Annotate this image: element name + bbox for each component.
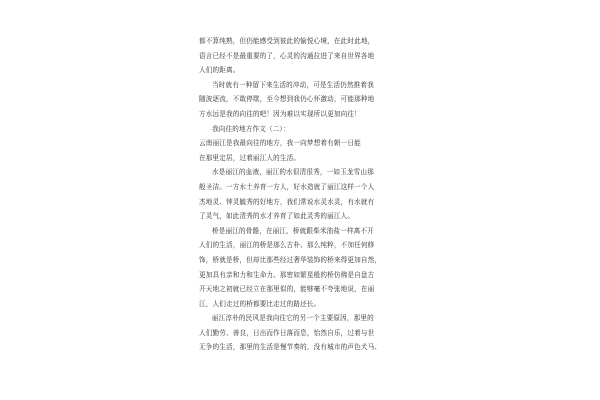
paragraph — [199, 122, 403, 137]
text-line: 杰地灵、钟灵毓秀的好地方，我们常说水灵水灵，有水就有 — [199, 197, 375, 206]
paragraph — [199, 311, 403, 355]
paragraph — [199, 224, 403, 312]
text-line: 在那里定居，过着丽江人的生活。 — [199, 153, 301, 162]
text-line: 人们的生活，丽江的桥是那么古朴、那么纯粹，不加任何修 — [199, 241, 375, 250]
text-line: 随波逐流，不敢停歇，至今想到我仍心怀激动，可能那种地 — [199, 95, 375, 104]
text-line: 我向往的地方作文（二）： — [212, 124, 290, 133]
text-line: 桥是丽江的骨骼，在丽江，桥就跟柴米油盐一样离不开 — [212, 226, 374, 235]
text-line: 当时就有一种留下来生活的冲动，可是生活仍然推着我 — [212, 80, 374, 89]
text-line: 开天地之初就已经立在那里似的，能够毫不夸张地说，在丽 — [199, 285, 375, 294]
text-line: 江，人们走过的桥都要比走过的路还长。 — [199, 299, 321, 308]
paragraph — [199, 136, 403, 165]
text-line: 云南丽江是我最向往的地方，我一向梦想着有朝一日能 — [199, 139, 361, 148]
text-line: 人们勤劳、善良，日出而作日落而息，怡然自乐，过着与世 — [199, 328, 375, 337]
paragraph — [199, 78, 403, 122]
text-line: 般圣洁。一方水土养育一方人，好水造就了丽江这样一个人 — [199, 182, 375, 191]
text-line: 了灵气，如此清秀的水才养育了如此灵秀的丽江人。 — [199, 212, 355, 221]
text-line: 水是丽江的血液，丽江的水很清很秀，一如玉龙雪山那 — [212, 168, 374, 177]
document-body — [199, 34, 403, 355]
text-line: 更加具有亲和力和生命力。那密如繁星般的桥仿佛是自盘古 — [199, 270, 375, 279]
text-line: 都不算纯熟，但仍能感受到彼此的愉悦心境，在此时此地， — [199, 37, 375, 45]
text-line: 饰，桥就是桥，但却比那些经过奢华装饰的桥来得更加自然， — [199, 255, 382, 264]
text-line: 无争的生活，那里的生活是慢节奏的，没有城市的声色犬马、 — [199, 343, 382, 352]
paragraph — [199, 165, 403, 223]
text-line: 语言已经不是最重要的了，心灵的沟通拉进了来自世界各地 — [199, 51, 375, 60]
text-line: 方水远是我的向往的吧！因为难以实现所以更加向往！ — [199, 109, 361, 118]
paragraph — [199, 34, 403, 78]
text-line: 人们的距离。 — [199, 66, 240, 75]
text-line: 丽江淳朴的民风是我向往它的另一个主要原因，那里的 — [212, 314, 374, 323]
